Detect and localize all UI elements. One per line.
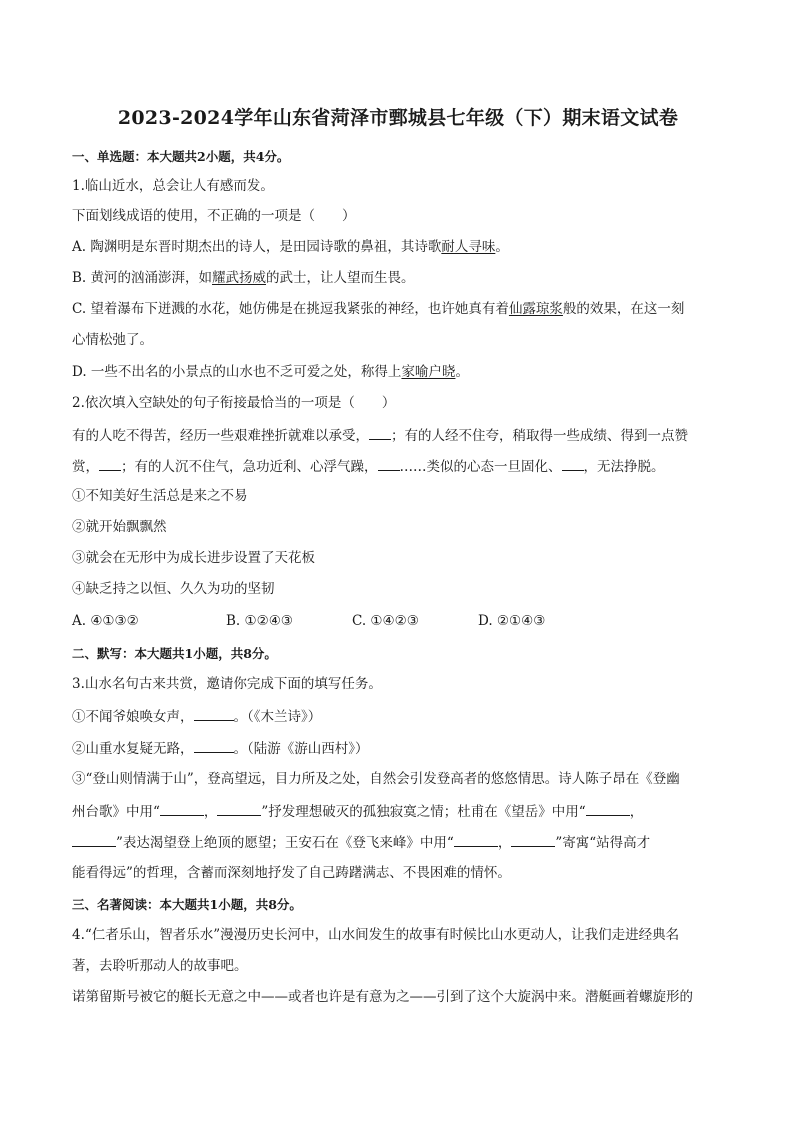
blank-line (99, 456, 121, 471)
section-heading-dictation: 二、默写：本大题共1小题，共8分。 (72, 646, 277, 661)
option-d-end: 。 (455, 364, 469, 380)
question-3-line-2 (72, 738, 369, 758)
blank-line (194, 738, 234, 753)
option-c-text: C. 望着瀑布下迸溅的水花，她仿佛是在挑逗我紧张的神经，也许她真有着 (72, 301, 509, 317)
section-heading-classics-reading: 三、名著阅读：本大题共1小题，共8分。 (72, 897, 302, 912)
blank-line (194, 706, 234, 721)
blank-line (160, 801, 204, 816)
question-1-prompt: 下面划线成语的使用，不正确的一项是（ ） (72, 208, 356, 224)
question-2-option-a: A. ④①③② (72, 613, 139, 629)
passage-text: 州台歌》中用“ (72, 804, 160, 820)
question-3-line-3: ③“登山则情满于山”，登高望远，目力所及之处，自然会引发登高者的悠悠情思。诗人陈子昂在《登幽 (72, 771, 680, 787)
option-c-idiom: 仙露琼浆 (508, 301, 563, 317)
poem-source: 。（《木兰诗》） (233, 709, 322, 725)
passage-text: ……类似的心态一旦固化、 (399, 459, 562, 475)
option-a-end: 。 (495, 239, 509, 255)
passage-text: ；有的人经不住夸，稍取得一些成绩、得到一点赞 (391, 428, 688, 444)
question-4-line-3: 诺第留斯号被它的艇长无意之中——或者也许是有意为之——引到了这个大旋涡中来。潜艇画着螺旋形的 (72, 989, 693, 1005)
passage-text: 有的人吃不得苦，经历一些艰难挫折就难以承受， (72, 428, 369, 444)
section-heading-single-choice: 一、单选题：本大题共2小题，共4分。 (72, 149, 290, 164)
passage-text: ”抒发理想破灭的孤独寂寞之情；杜甫在《望岳》中用“ (261, 804, 586, 820)
blank-line (378, 456, 400, 471)
question-3-line-5 (72, 832, 650, 852)
option-a-idiom: 耐人寻味 (441, 239, 496, 255)
blank-line (562, 456, 584, 471)
question-1-option-d (72, 363, 469, 381)
question-3-line-4 (72, 801, 643, 821)
question-4-line-2: 著，去聆听那动人的故事吧。 (72, 958, 248, 974)
question-1-option-a (72, 238, 509, 256)
question-3-line-6: 能看得远”的哲理，含蓄而深刻地抒发了自己踌躇满志、不畏困难的情怀。 (72, 865, 511, 881)
question-2-item-2: ②就开始飘飘然 (72, 519, 167, 535)
passage-text: ”表达渴望登上绝顶的愿望；王安石在《登飞来峰》中用“ (116, 835, 454, 851)
passage-text: ；有的人沉不住气，急功近利、心浮气躁， (121, 459, 378, 475)
question-1-option-c-continued: 心情松弛了。 (72, 332, 153, 348)
question-2-stem: 2.依次填入空缺处的句子衔接最恰当的一项是（ ） (72, 395, 396, 411)
question-1-stem: 1.临山近水，总会让人有感而发。 (72, 178, 274, 194)
poem-text: ①不闻爷娘唤女声， (72, 709, 194, 725)
question-2-item-4: ④缺乏持之以恒、久久为功的坚韧 (72, 581, 275, 597)
question-2-item-1: ①不知美好生活总是来之不易 (72, 488, 248, 504)
blank-line (586, 801, 630, 816)
option-b-end: 的武士，让人望而生畏。 (266, 270, 415, 286)
blank-line (511, 832, 555, 847)
question-2-passage-line-2 (72, 456, 665, 476)
question-2-option-b: B. ①②④③ (226, 613, 293, 629)
blank-line (454, 832, 498, 847)
passage-text: ”寄寓“站得高才 (555, 835, 651, 851)
question-2-option-c: C. ①④②③ (352, 613, 419, 629)
question-1-option-c (72, 300, 684, 318)
question-2-item-3: ③就会在无形中为成长进步设置了天花板 (72, 550, 315, 566)
option-a-text: A. 陶渊明是东晋时期杰出的诗人，是田园诗歌的鼻祖，其诗歌 (72, 239, 442, 255)
passage-text: ，无法挣脱。 (583, 459, 665, 475)
blank-line (369, 425, 391, 440)
option-c-end: 般的效果，在这一刻 (562, 301, 685, 317)
question-1-option-b (72, 269, 415, 287)
exam-title: 2023-2024学年山东省菏泽市鄄城县七年级（下）期末语文试卷 (117, 107, 679, 129)
question-4-line-1: 4.“仁者乐山，智者乐水”漫漫历史长河中，山水间发生的故事有时候比山水更动人，让我们走进经典名 (72, 927, 680, 943)
poem-text: ②山重水复疑无路， (72, 741, 194, 757)
question-2-passage-line-1 (72, 425, 688, 445)
passage-text: ， (497, 835, 512, 851)
option-d-text: D. 一些不出名的小景点的山水也不乏可爱之处，称得上 (72, 364, 402, 380)
option-d-idiom: 家喻户晓 (401, 364, 456, 380)
passage-text: ， (629, 804, 644, 820)
question-3-line-1 (72, 706, 321, 726)
question-3-stem: 3.山水名句古来共赏，邀请你完成下面的填写任务。 (72, 676, 382, 692)
passage-text: 赏， (72, 459, 99, 475)
blank-line (217, 801, 261, 816)
option-b-text: B. 黄河的汹涌澎湃，如 (72, 270, 213, 286)
blank-line (72, 832, 116, 847)
poem-source: 。（陆游《游山西村》） (233, 741, 369, 757)
passage-text: ， (203, 804, 218, 820)
option-b-idiom: 耀武扬威 (212, 270, 267, 286)
question-2-option-d: D. ②①④③ (478, 613, 546, 629)
